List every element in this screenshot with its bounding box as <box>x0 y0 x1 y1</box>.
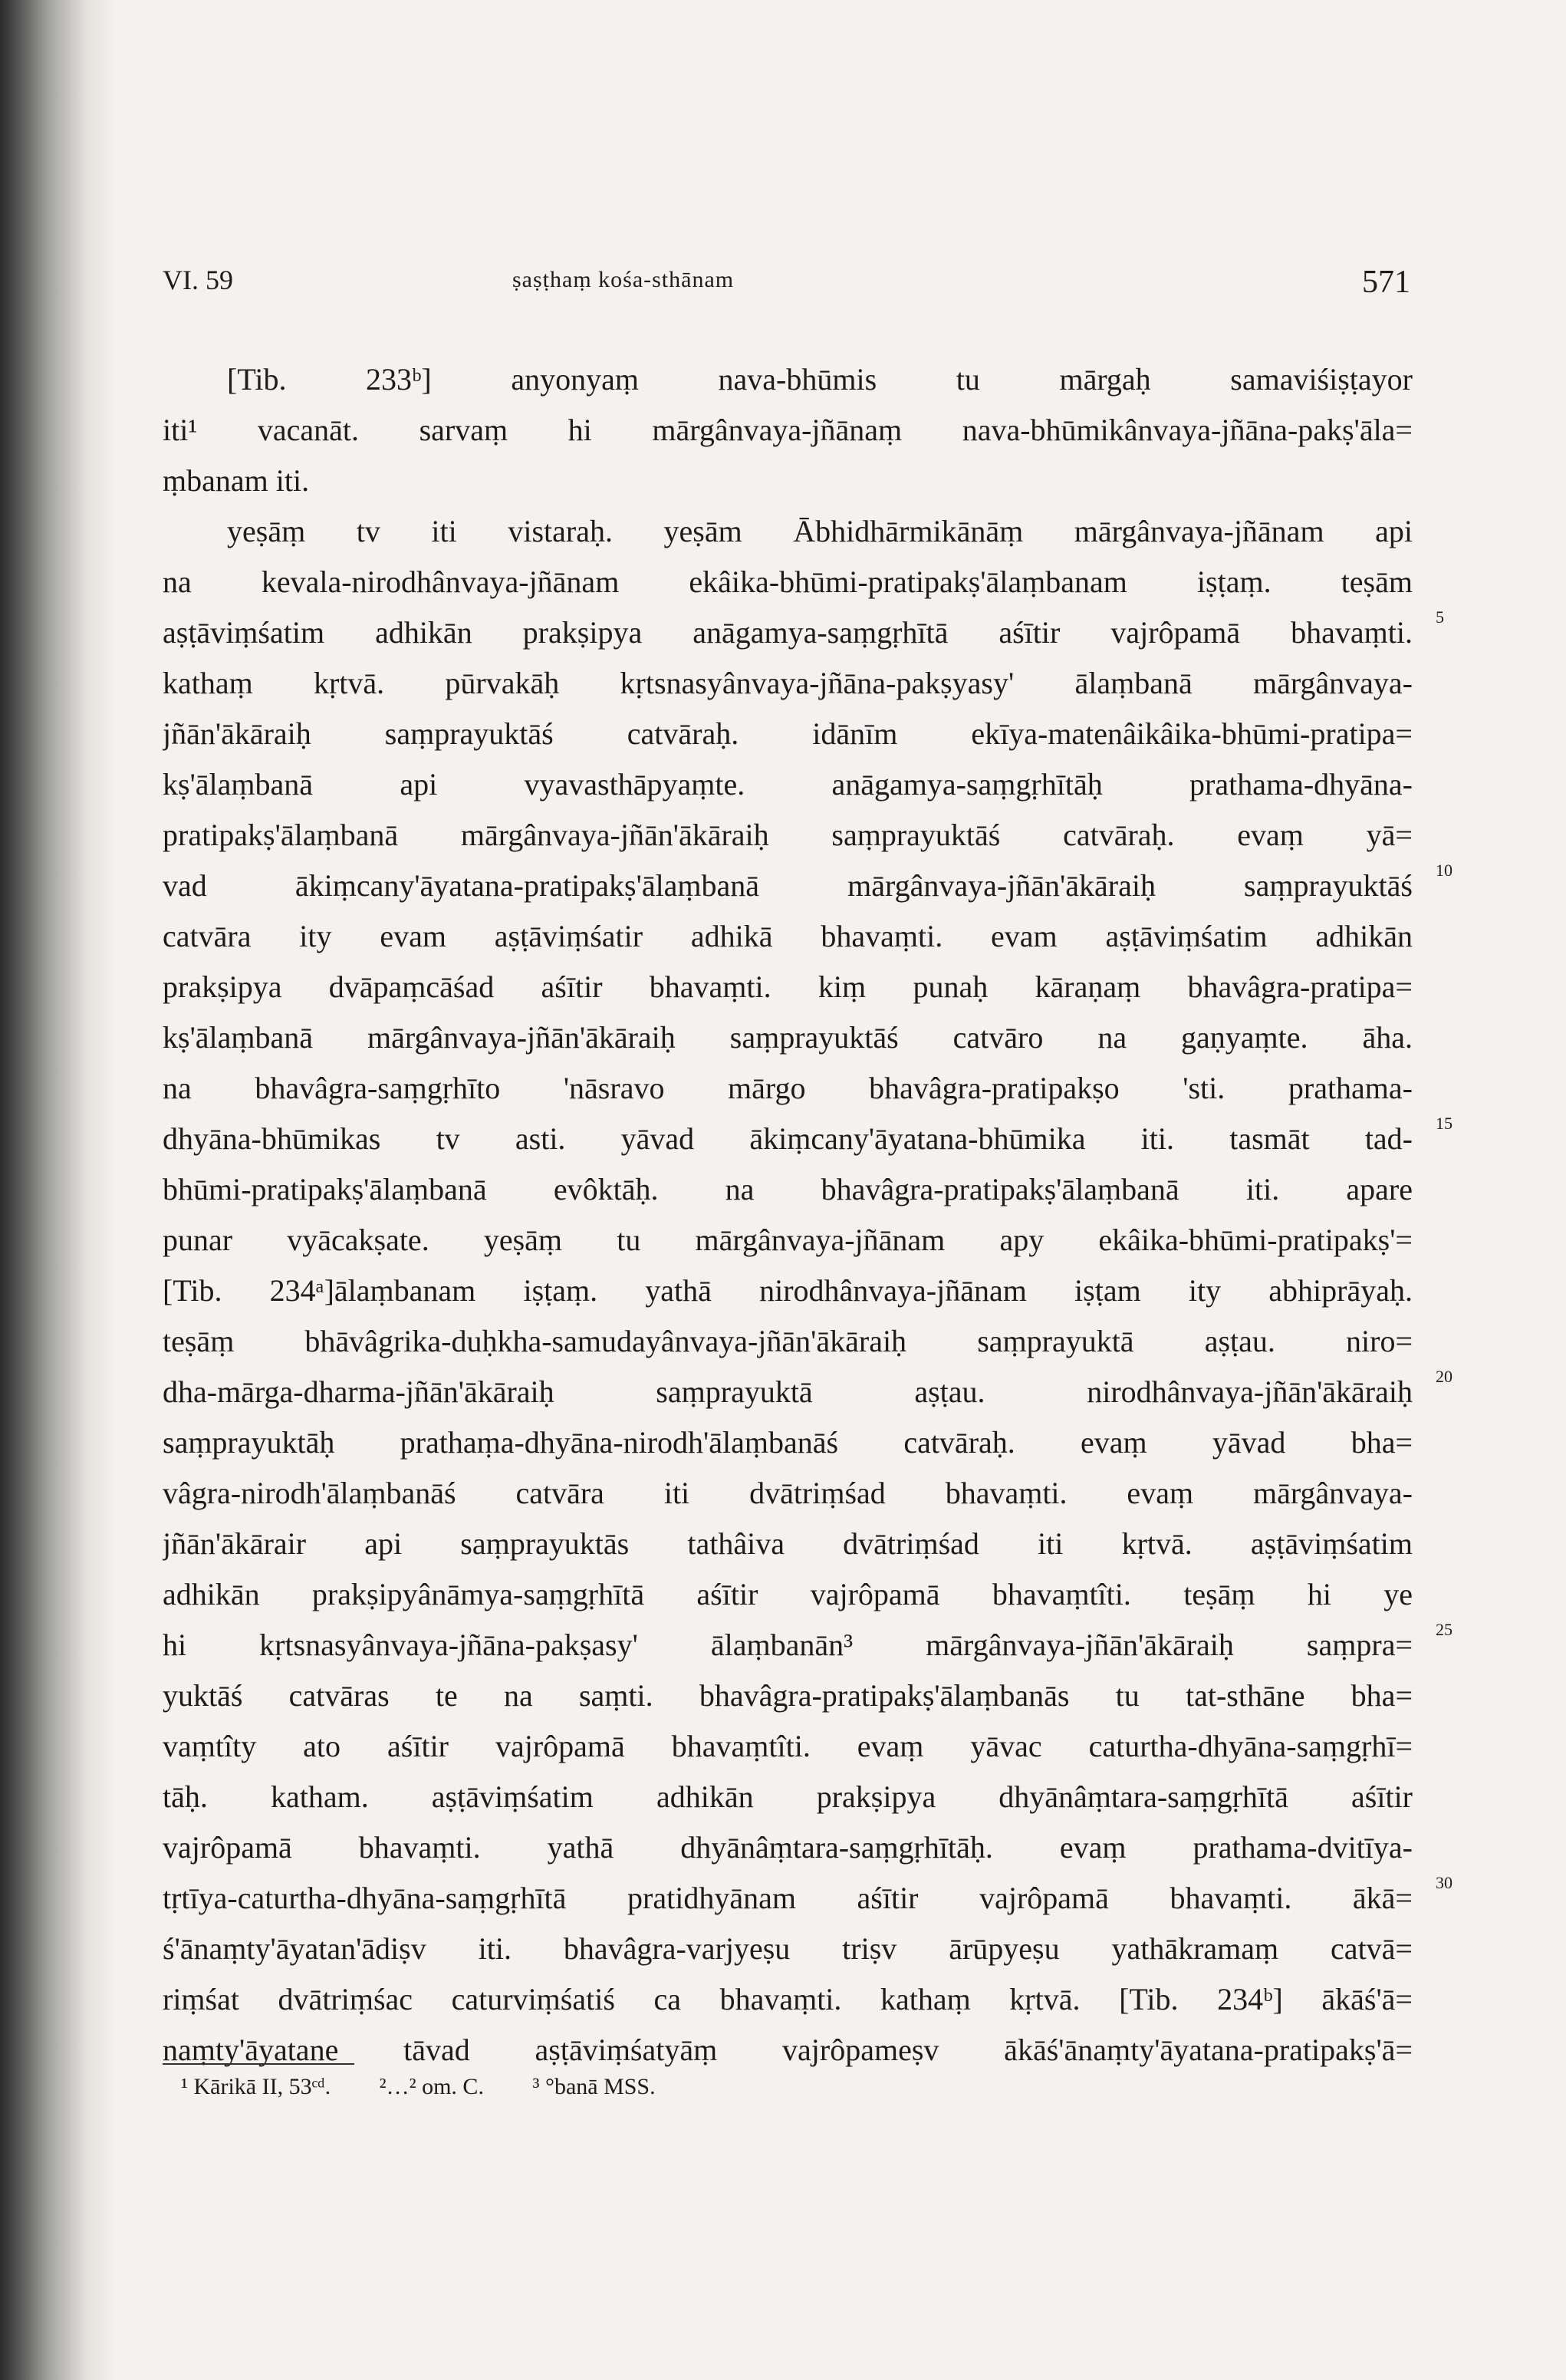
text-line: dha-mārga-dharma-jñān'ākāraiḥ saṃprayuktā aṣṭau. nirodhânvaya-jñān'ākāraiḥ <box>163 1374 1413 1409</box>
text-line: vajrôpamā bhavaṃti. yathā dhyānâṃtara-saṃgṛhītāḥ. evaṃ prathama-dvitīya- <box>163 1830 1413 1865</box>
text-line: aṣṭāviṃśatim adhikān prakṣipya anāgamya-saṃgṛhītā aśītir vajrôpamā bhavaṃti. <box>163 615 1413 650</box>
margin-line-number: 5 <box>1436 607 1444 627</box>
text-line: dhyāna-bhūmikas tv asti. yāvad ākiṃcany'āyatana-bhūmika iti. tasmāt tad- <box>163 1121 1413 1156</box>
margin-line-number: 30 <box>1436 1873 1452 1892</box>
text-line: teṣāṃ bhāvâgrika-duḥkha-samudayânvaya-jñān'ākāraiḥ saṃprayuktā aṣṭau. niro= <box>163 1324 1413 1358</box>
footnote: ¹ Kārikā II, 53ᶜᵈ. <box>181 2074 331 2099</box>
text-line: tṛtīya-caturtha-dhyāna-saṃgṛhītā pratidhyānam aśītir vajrôpamā bhavaṃti. ākā= <box>163 1881 1413 1915</box>
text-line: yuktāś catvāras te na saṃti. bhavâgra-pratipakṣ'ālaṃbanās tu tat-sthāne bha= <box>163 1678 1413 1713</box>
page-number: 571 <box>1362 265 1410 300</box>
scan-edge-shadow <box>0 0 115 2380</box>
margin-line-number: 15 <box>1436 1114 1452 1133</box>
margin-line-number: 25 <box>1436 1620 1452 1639</box>
footnote-rule <box>163 2063 354 2065</box>
margin-line-number: 10 <box>1436 861 1452 880</box>
text-line: pratipakṣ'ālaṃbanā mārgânvaya-jñān'ākāraiḥ saṃprayuktāś catvāraḥ. evaṃ yā= <box>163 818 1413 852</box>
text-line: kṣ'ālaṃbanā mārgânvaya-jñān'ākāraiḥ saṃprayuktāś catvāro na gaṇyaṃte. āha. <box>163 1020 1413 1055</box>
running-header-title: ṣaṣṭhaṃ kośa-sthānam <box>512 267 735 292</box>
text-line: saṃprayuktāḥ prathaṃa-dhyāna-nirodh'ālaṃbanāś catvāraḥ. evaṃ yāvad bha= <box>163 1425 1413 1460</box>
text-line: na kevala-nirodhânvaya-jñānam ekâika-bhūmi-pratipakṣ'ālaṃbanam iṣṭaṃ. teṣām <box>163 565 1413 599</box>
text-line: vaṃtîty ato aśītir vajrôpamā bhavaṃtîti. evaṃ yāvac caturtha-dhyāna-saṃgṛhī= <box>163 1729 1413 1763</box>
text-line: jñān'ākārair api saṃprayuktās tathâiva dvātriṃśad iti kṛtvā. aṣṭāviṃśatim <box>163 1526 1413 1561</box>
text-line: [Tib. 233ᵇ] anyonyaṃ nava-bhūmis tu mārgaḥ samaviśiṣṭayor <box>227 362 1413 397</box>
text-line: vâgra-nirodh'ālaṃbanāś catvāra iti dvātriṃśad bhavaṃti. evaṃ mārgânvaya- <box>163 1476 1413 1510</box>
text-line: jñān'ākāraiḥ saṃprayuktāś catvāraḥ. idānīm ekīya-matenâikâika-bhūmi-pratipa= <box>163 716 1413 751</box>
text-line: punar vyācakṣate. yeṣāṃ tu mārgânvaya-jñānam apy ekâika-bhūmi-pratipakṣ'= <box>163 1223 1413 1257</box>
margin-line-number: 20 <box>1436 1367 1452 1386</box>
text-line: hi kṛtsnasyânvaya-jñāna-pakṣasy' ālaṃbanān³ mārgânvaya-jñān'ākāraiḥ saṃpra= <box>163 1628 1413 1662</box>
footnote: ²…² om. C. <box>379 2074 484 2099</box>
text-line: ś'ānaṃty'āyatan'ādiṣv iti. bhavâgra-varjyeṣu triṣv ārūpyeṣu yathākramaṃ catvā= <box>163 1931 1413 1966</box>
text-line: na bhavâgra-saṃgṛhīto 'nāsravo mārgo bhavâgra-pratipakṣo 'sti. prathama- <box>163 1071 1413 1105</box>
text-line: naṃty'āyatane tāvad aṣṭāviṃśatyāṃ vajrôpameṣv ākāś'ānaṃty'āyatana-pratipakṣ'ā= <box>163 2033 1413 2067</box>
text-line: catvāra ity evam aṣṭāviṃśatir adhikā bhavaṃti. evam aṣṭāviṃśatim adhikān <box>163 919 1413 953</box>
text-line: prakṣipya dvāpaṃcāśad aśītir bhavaṃti. kiṃ punaḥ kāraṇaṃ bhavâgra-pratipa= <box>163 969 1413 1004</box>
running-header-section: VI. 59 <box>163 265 233 295</box>
text-line: riṃśat dvātriṃśac caturviṃśatiś ca bhavaṃti. kathaṃ kṛtvā. [Tib. 234ᵇ] ākāś'ā= <box>163 1982 1413 2016</box>
body-text <box>163 354 1413 2076</box>
text-line: kṣ'ālaṃbanā api vyavasthāpyaṃte. anāgamya-saṃgṛhītāḥ prathama-dhyāna- <box>163 767 1413 802</box>
text-line: yeṣāṃ tv iti vistaraḥ. yeṣām Ābhidhārmikānāṃ mārgânvaya-jñānam api <box>227 514 1413 548</box>
text-line: kathaṃ kṛtvā. pūrvakāḥ kṛtsnasyânvaya-jñāna-pakṣyasy' ālaṃbanā mārgânvaya- <box>163 666 1413 700</box>
footnotes <box>181 2074 699 2100</box>
footnote: ³ °banā MSS. <box>532 2074 656 2099</box>
text-line: bhūmi-pratipakṣ'ālaṃbanā evôktāḥ. na bhavâgra-pratipakṣ'ālaṃbanā iti. apare <box>163 1172 1413 1206</box>
text-line: ṃbanam iti. <box>163 463 310 498</box>
text-line: adhikān prakṣipyânāmya-saṃgṛhītā aśītir vajrôpamā bhavaṃtîti. teṣāṃ hi ye <box>163 1577 1413 1611</box>
text-line: [Tib. 234ᵃ]ālaṃbanam iṣṭaṃ. yathā nirodhânvaya-jñānam iṣṭam ity abhiprāyaḥ. <box>163 1273 1413 1308</box>
text-line: iti¹ vacanāt. sarvaṃ hi mārgânvaya-jñānaṃ nava-bhūmikânvaya-jñāna-pakṣ'āla= <box>163 413 1413 447</box>
text-line: tāḥ. katham. aṣṭāviṃśatim adhikān prakṣipya dhyānâṃtara-saṃgṛhītā aśītir <box>163 1779 1413 1814</box>
text-line: vad ākiṃcany'āyatana-pratipakṣ'ālaṃbanā mārgânvaya-jñān'ākāraiḥ saṃprayuktāś <box>163 868 1413 903</box>
